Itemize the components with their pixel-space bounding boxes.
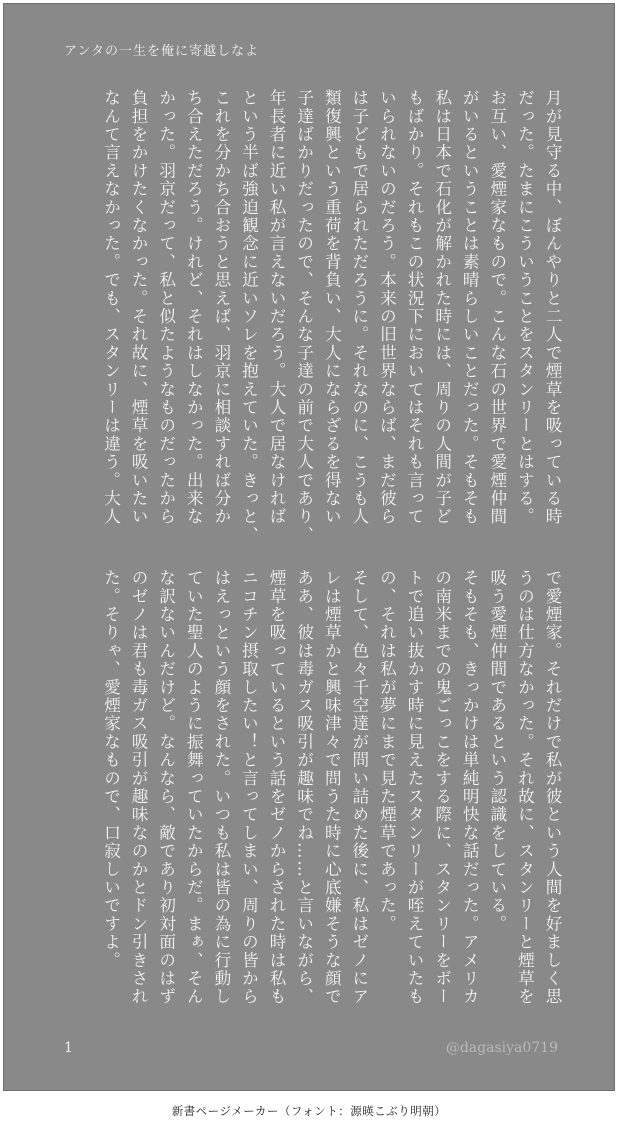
page-number: 1: [64, 1040, 73, 1056]
text-line: は子どもで居られただろうに。それなのに、こうも人: [349, 89, 369, 526]
text-line: な訳ないんだけど。なんなら、敵であり初対面のはず: [156, 569, 176, 1006]
text-line: レは煙草かと興味津々で問うた時に心底嫌そうな顔で: [322, 569, 342, 1006]
text-line: 煙草を吸っているという話をゼノからされた時は私も: [267, 569, 287, 1006]
text-line: お互い、愛煙家なもので。こんな石の世界で愛煙仲間: [487, 89, 507, 526]
text-line: ち合えただろう。けれど、それはしなかった。出来な: [184, 89, 204, 526]
text-line: かった。羽京だって、私と似たようなものだったから: [156, 89, 176, 526]
text-line: これを分かち合おうと思えば、羽京に相談すれば分か: [211, 89, 231, 526]
text-line: そして、色々千空達が問い詰めた後に、私はゼノにア: [349, 569, 369, 1006]
text-line: という半ば強迫観念に近いソレを抱えていた。きっと、: [239, 89, 259, 544]
page-title: アンタの一生を俺に寄越しなよ: [64, 44, 259, 59]
text-line: た。そりゃ、愛煙家なもので、口寂しいですよ。: [101, 569, 121, 970]
text-line: 年長者に近い私が言えないだろう。大人で居なければ: [267, 89, 287, 526]
text-line: がいるということは素晴らしいことだった。そもそも: [460, 89, 480, 526]
text-line: 吸う愛煙仲間であるという認識をしている。: [487, 569, 507, 933]
text-line: ああ、彼は毒ガス吸引が趣味でね……と言いながら、: [294, 569, 314, 1006]
text-line: だった。たまにこういうことをスタンリーとはする。: [515, 89, 535, 526]
text-line: ニコチン摂取したい！と言ってしまい、周りの皆から: [239, 569, 259, 1006]
text-line: 子達ばかりだったので、そんな子達の前で大人であり、: [294, 89, 314, 544]
text-line: なんて言えなかった。でも、スタンリーは違う。大人: [101, 89, 121, 526]
page-sheet: [3, 3, 615, 1091]
text-line: トで追い抜かす時に見えたスタンリーが咥えていたも: [405, 569, 425, 1006]
text-line: はえっという顔をされた。いつも私は皆の為に行動し: [211, 569, 231, 1006]
text-line: 類復興という重荷を背負い、大人にならざるを得ない: [322, 89, 342, 526]
text-line: いられないのだろう。本来の旧世界ならば、まだ彼ら: [377, 89, 397, 526]
text-line: の、それは私が夢にまで見た煙草であった。: [377, 569, 397, 933]
text-line: 月が見守る中、ぼんやりと二人で煙草を吸っている時: [543, 89, 562, 526]
text-line: 私は日本で石化が解かれた時には、周りの人間が子ど: [432, 89, 452, 526]
text-line: ていた聖人のように振舞っていたからだ。まぁ、そん: [184, 569, 204, 1006]
author-handle: @dagasiya0719: [445, 1040, 558, 1056]
body-text-lower: [66, 569, 566, 1029]
text-line: 負担をかけたくなかった。それ故に、煙草を吸いたい: [129, 89, 149, 526]
text-line: うのは仕方なかった。それ故に、スタンリーと煙草を: [515, 569, 535, 1006]
text-line: そもそも、きっかけは単純明快な話だった。アメリカ: [460, 569, 480, 1006]
text-line: もばかり。それもこの状況下においてはそれも言って: [405, 89, 425, 526]
text-line: のゼノは君も毒ガス吸引が趣味なのかとドン引きされ: [129, 569, 149, 1006]
text-line: で愛煙家。それだけで私が彼という人間を好ましく思: [543, 569, 562, 1006]
footer-credit: 新書ページメーカー（フォント：源暎こぶり明朝）: [171, 1104, 447, 1118]
text-line: の南米までの鬼ごっこをする際に、スタンリーをボー: [432, 569, 452, 1006]
body-text-upper: [66, 89, 566, 549]
